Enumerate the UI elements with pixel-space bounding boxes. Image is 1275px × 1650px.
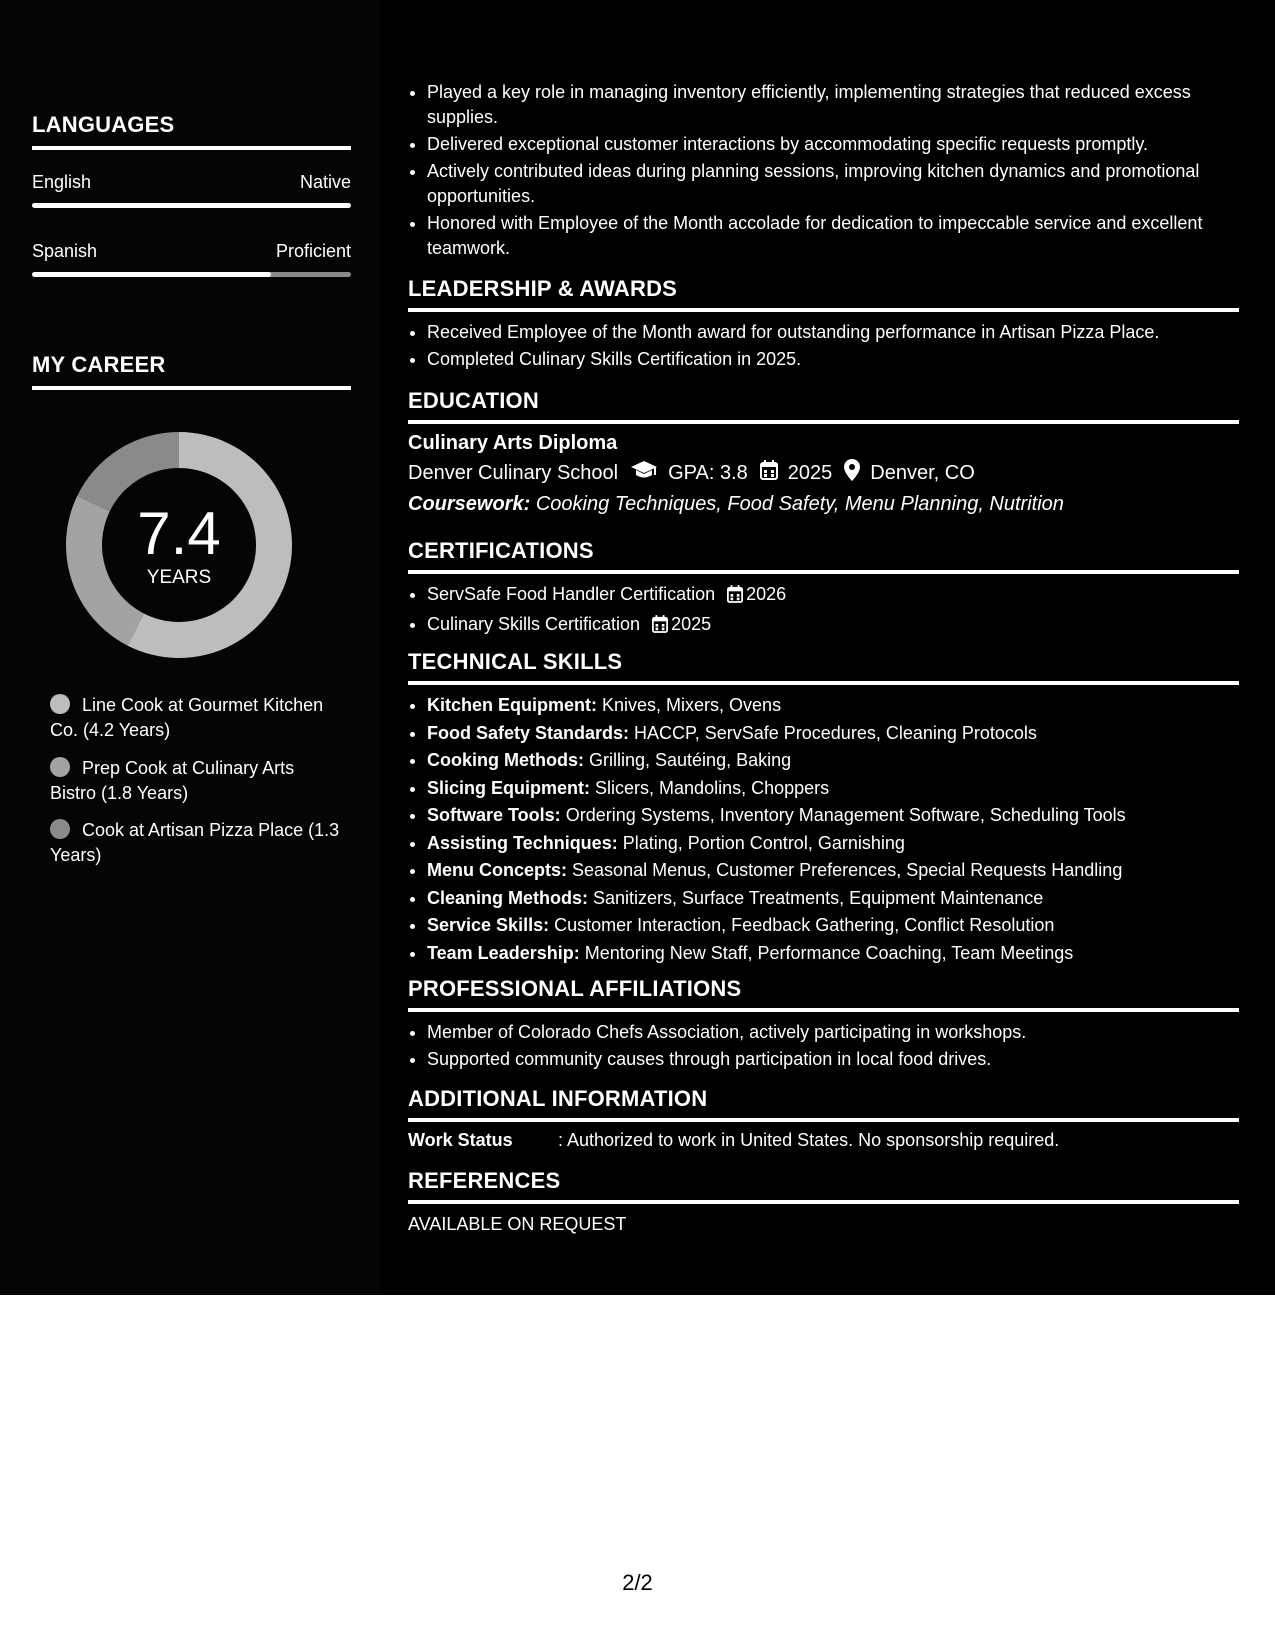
section-title: LEADERSHIP & AWARDS	[408, 276, 1239, 312]
language-fill	[32, 272, 271, 277]
list-item: • Completed Culinary Skills Certification in 2025.	[427, 347, 1239, 372]
language-row-spanish	[32, 241, 351, 262]
list-item: • Slicing Equipment: Slicers, Mandolins, Choppers	[427, 776, 1239, 802]
skills-section	[408, 649, 1239, 968]
list-item: • Menu Concepts: Seasonal Menus, Customer Preferences, Special Requests Handling	[427, 858, 1239, 884]
calendar-icon	[652, 615, 668, 640]
list-item: • Assisting Techniques: Plating, Portion Control, Garnishing	[427, 831, 1239, 857]
work-status-row: Work Status : Authorized to work in United States. No sponsorship required.	[408, 1130, 1060, 1150]
list-item: • Cleaning Methods: Sanitizers, Surface Treatments, Equipment Maintenance	[427, 886, 1239, 912]
career-item: Line Cook at Gourmet Kitchen Co. (4.2 Years)	[50, 695, 324, 740]
career-dot	[50, 819, 70, 839]
school: Denver Culinary School	[408, 461, 619, 484]
leadership-section	[408, 276, 1239, 374]
language-name: English	[32, 172, 92, 192]
career-total-unit: YEARS	[146, 567, 212, 588]
section-title: PROFESSIONAL AFFILIATIONS	[408, 976, 1239, 1012]
donut-segment	[66, 496, 144, 646]
list-item: • Honored with Employee of the Month accolade for dedication to impeccable service and excellent teamwork.	[427, 211, 1239, 261]
list-item: • Played a key role in managing inventory efficiently, implementing strategies that reduced excess supplies.	[427, 80, 1239, 130]
references-text: AVAILABLE ON REQUEST	[408, 1214, 627, 1234]
gpa: GPA: 3.8	[668, 461, 748, 484]
career-item: Prep Cook at Culinary Arts Bistro (1.8 Years)	[50, 758, 295, 803]
language-bar-english	[32, 203, 351, 208]
language-level: Proficient	[275, 241, 351, 261]
list-item: • Service Skills: Customer Interaction, Feedback Gathering, Conflict Resolution	[427, 913, 1239, 939]
location-pin-icon	[844, 459, 860, 487]
location: Denver, CO	[870, 461, 975, 484]
education-section	[408, 388, 1239, 516]
main-content	[408, 0, 1239, 1295]
language-fill	[32, 203, 351, 208]
sidebar	[0, 0, 380, 1295]
certifications-section	[408, 538, 1239, 642]
career-dot	[50, 757, 70, 777]
education-meta	[408, 459, 1239, 487]
calendar-icon	[727, 585, 743, 610]
degree: Culinary Arts Diploma	[408, 432, 618, 454]
career-heading: MY CAREER	[32, 352, 351, 390]
coursework: Coursework: Cooking Techniques, Food Safety, Menu Planning, Nutrition	[408, 493, 1064, 515]
career-donut-chart	[66, 432, 292, 658]
language-name: Spanish	[32, 241, 98, 261]
list-item: • Delivered exceptional customer interactions by accommodating specific requests promptly.	[427, 132, 1239, 157]
graduation-cap-icon	[630, 460, 658, 486]
experience-bullets	[408, 80, 1239, 263]
list-item: • Food Safety Standards: HACCP, ServSafe Procedures, Cleaning Protocols	[427, 721, 1239, 747]
list-item: • Received Employee of the Month award for outstanding performance in Artisan Pizza Place.	[427, 320, 1239, 345]
language-row-english	[32, 172, 351, 193]
calendar-icon	[760, 460, 778, 486]
list-item: • Cooking Methods: Grilling, Sautéing, Baking	[427, 748, 1239, 774]
section-title: TECHNICAL SKILLS	[408, 649, 1239, 685]
career-total-value: 7.4	[137, 500, 221, 567]
affiliations-section	[408, 976, 1239, 1074]
references-section	[408, 1168, 1239, 1235]
list-item: • Team Leadership: Mentoring New Staff, Performance Coaching, Team Meetings	[427, 941, 1239, 967]
list-item: • Software Tools: Ordering Systems, Inventory Management Software, Scheduling Tools	[427, 803, 1239, 829]
career-item: Cook at Artisan Pizza Place (1.3 Years)	[50, 820, 340, 865]
section-title: EDUCATION	[408, 388, 1239, 424]
additional-info-section	[408, 1086, 1239, 1151]
list-item: • Member of Colorado Chefs Association, actively participating in workshops.	[427, 1020, 1239, 1045]
section-title: REFERENCES	[408, 1168, 1239, 1204]
career-dot	[50, 694, 70, 714]
page-number: 2/2	[622, 1570, 653, 1595]
graduation-year: 2025	[787, 461, 833, 484]
language-bar-spanish	[32, 272, 351, 277]
list-item: • Kitchen Equipment: Knives, Mixers, Ovens	[427, 693, 1239, 719]
list-item: • Actively contributed ideas during planning sessions, improving kitchen dynamics and promotional opportunities.	[427, 159, 1239, 209]
section-title: CERTIFICATIONS	[408, 538, 1239, 574]
section-title: ADDITIONAL INFORMATION	[408, 1086, 1239, 1122]
list-item: • ServSafe Food Handler Certification 2026	[427, 582, 1239, 610]
list-item: • Culinary Skills Certification 2025	[427, 612, 1239, 640]
languages-heading: LANGUAGES	[32, 112, 351, 150]
language-level: Native	[299, 172, 351, 192]
list-item: • Supported community causes through participation in local food drives.	[427, 1047, 1239, 1072]
